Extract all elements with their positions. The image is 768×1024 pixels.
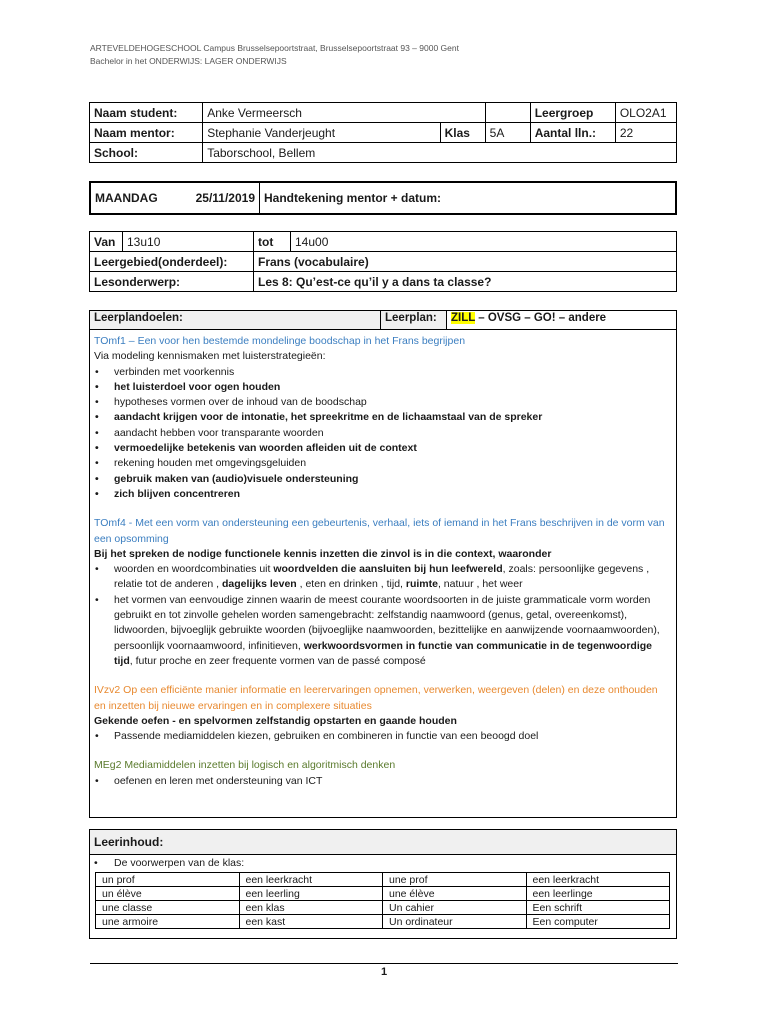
list-item: • rekening houden met omgevingsgeluiden bbox=[114, 456, 672, 471]
ivzv2-subtitle: Gekende oefen - en spelvormen zelfstandig opstarten en gaande houden bbox=[94, 714, 457, 727]
vocab-cell: een leerkracht bbox=[239, 873, 383, 887]
leerplan-label: Leerplan: bbox=[381, 311, 447, 329]
van-value: 13u10 bbox=[123, 232, 254, 252]
vocab-cell: une élève bbox=[383, 887, 527, 901]
leergebied-value: Frans (vocabulaire) bbox=[254, 252, 677, 272]
list-item: • hypotheses vormen over de inhoud van de boodschap bbox=[114, 395, 672, 410]
vocab-cell: un prof bbox=[96, 873, 240, 887]
vocab-cell: een leerling bbox=[239, 887, 383, 901]
vocab-cell: une armoire bbox=[96, 915, 240, 929]
vocab-cell: Een computer bbox=[526, 915, 670, 929]
leerplan-rest: – OVSG – GO! – andere bbox=[475, 312, 607, 324]
mentor-name: Stephanie Vanderjeught bbox=[203, 123, 440, 143]
leergroep-value: OLO2A1 bbox=[615, 103, 676, 123]
tot-value: 14u00 bbox=[291, 232, 677, 252]
meg2-title: MEg2 Mediamiddelen inzetten bij logisch en algoritmisch denken bbox=[94, 759, 396, 772]
vocab-cell: een kast bbox=[239, 915, 383, 929]
learning-content-section bbox=[89, 829, 677, 939]
goals-label: Leerplandoelen: bbox=[90, 311, 381, 329]
list-item: • gebruik maken van (audio)visuele ondersteuning bbox=[114, 472, 672, 487]
school-value: Taborschool, Bellem bbox=[203, 143, 677, 163]
vocab-cell: een klas bbox=[239, 901, 383, 915]
tomf1-subtitle: Via modeling kennismaken met luisterstrategieën: bbox=[94, 350, 326, 363]
student-name: Anke Vermeersch bbox=[203, 103, 485, 123]
leergebied-label: Leergebied(onderdeel): bbox=[90, 252, 254, 272]
ivzv2-list bbox=[94, 729, 672, 744]
vocab-cell: une prof bbox=[383, 873, 527, 887]
vocab-cell: un élève bbox=[96, 887, 240, 901]
school-label: School: bbox=[90, 143, 203, 163]
tomf4-subtitle: Bij het spreken de nodige functionele kennis inzetten die zinvol is in die context, waaronder bbox=[94, 547, 552, 560]
tomf4-list bbox=[94, 562, 672, 669]
mentor-label: Naam mentor: bbox=[90, 123, 203, 143]
list-item: • Passende mediamiddelen kiezen, gebruiken en combineren in functie van een beoogd doel bbox=[114, 729, 672, 744]
table-row bbox=[96, 887, 670, 901]
table-row bbox=[96, 873, 670, 887]
list-item: • aandacht hebben voor transparante woorden bbox=[114, 426, 672, 441]
student-info-table bbox=[89, 102, 677, 163]
vocab-table bbox=[95, 872, 670, 929]
student-label: Naam student: bbox=[90, 103, 203, 123]
onderwerp-label: Lesonderwerp: bbox=[90, 272, 254, 292]
list-item: • woorden en woordcombinaties uit woordvelden die aansluiten bij hun leefwereld, zoals: persoonlijke gegevens , relatie tot de anderen , dagelijks leven , eten en drinken , tijd, ruimte, natuur , het weer bbox=[114, 562, 672, 593]
tomf1-list bbox=[94, 365, 672, 503]
header-line-1: ARTEVELDEHOGESCHOOL Campus Brusselsepoortstraat, Brusselsepoortstraat 93 – 9000 Gent bbox=[90, 43, 459, 53]
tomf4-title: TOmf4 - Met een vorm van ondersteuning een gebeurtenis, verhaal, iets of iemand in het Frans beschrijven in de vorm van een opsomming bbox=[94, 517, 665, 545]
meg2-list bbox=[94, 774, 672, 789]
aantal-label: Aantal lln.: bbox=[530, 123, 615, 143]
list-item: • zich blijven concentreren bbox=[114, 487, 672, 502]
onderwerp-value: Les 8: Qu’est-ce qu’il y a dans ta classe? bbox=[254, 272, 677, 292]
tomf1-title: TOmf1 – Een voor hen bestemde mondelinge boodschap in het Frans begrijpen bbox=[94, 335, 466, 347]
vocab-cell: een leerlinge bbox=[526, 887, 670, 901]
list-item: • het vormen van eenvoudige zinnen waarin de meest courante woordsoorten in de juiste grammaticale vorm worden gebruikt en tot zinvolle gehelen worden samengebracht: zelfstandig naamwoord (genus, getal, overeenkomst), lidwoorden, bijvoeglijk gebruikte woorden (bijvoeglijke naamwoorden, bezittelijke en aanwijzende voornaamwoorden), persoonlijk voornaamwoord, infinitieven, werkwoordsvormen in functie van communicatie in de tegenwoordige tijd, futur proche en zeer frequente vormen van de passé composé bbox=[114, 593, 672, 669]
aantal-value: 22 bbox=[615, 123, 676, 143]
list-item: • oefenen en leren met ondersteuning van ICT bbox=[114, 774, 672, 789]
vocab-cell: Un cahier bbox=[383, 901, 527, 915]
leerplan-options bbox=[447, 311, 676, 329]
list-item: • verbinden met voorkennis bbox=[114, 365, 672, 380]
content-intro: • De voorwerpen van de klas: bbox=[90, 855, 676, 869]
vocab-cell: une classe bbox=[96, 901, 240, 915]
tot-label: tot bbox=[254, 232, 291, 252]
klas-label: Klas bbox=[440, 123, 485, 143]
list-item: • het luisterdoel voor ogen houden bbox=[114, 380, 672, 395]
day-date: 25/11/2019 bbox=[195, 191, 255, 205]
table-row bbox=[96, 901, 670, 915]
vocab-cell: Un ordinateur bbox=[383, 915, 527, 929]
zill-highlight: ZILL bbox=[451, 312, 476, 324]
day-table bbox=[89, 181, 677, 215]
vocab-cell: een leerkracht bbox=[526, 873, 670, 887]
lesson-table bbox=[89, 231, 677, 292]
ivzv2-title: IVzv2 Op een efficiënte manier informatie en leerervaringen opnemen, verwerken, weergeven (delen) en deze onthouden en inzetten bij nieuwe ervaringen en in complexere situaties bbox=[94, 684, 658, 712]
day-label: MAANDAG bbox=[95, 191, 158, 205]
list-item: • aandacht krijgen voor de intonatie, het spreekritme en de lichaamstaal van de spreker bbox=[114, 410, 672, 425]
table-row bbox=[96, 915, 670, 929]
klas-value: 5A bbox=[485, 123, 530, 143]
header-line-2: Bachelor in het ONDERWIJS: LAGER ONDERWIJS bbox=[90, 56, 287, 66]
page-number: 1 bbox=[380, 966, 388, 978]
leergroep-label: Leergroep bbox=[530, 103, 615, 123]
day-cell bbox=[90, 182, 260, 214]
van-label: Van bbox=[90, 232, 123, 252]
list-item: • vermoedelijke betekenis van woorden afleiden uit de context bbox=[114, 441, 672, 456]
learning-goals-section bbox=[89, 310, 677, 818]
page-header bbox=[90, 42, 459, 68]
footer-rule bbox=[90, 963, 678, 964]
content-label: Leerinhoud: bbox=[90, 830, 676, 855]
signature-label: Handtekening mentor + datum: bbox=[260, 182, 677, 214]
vocab-cell: Een schrift bbox=[526, 901, 670, 915]
